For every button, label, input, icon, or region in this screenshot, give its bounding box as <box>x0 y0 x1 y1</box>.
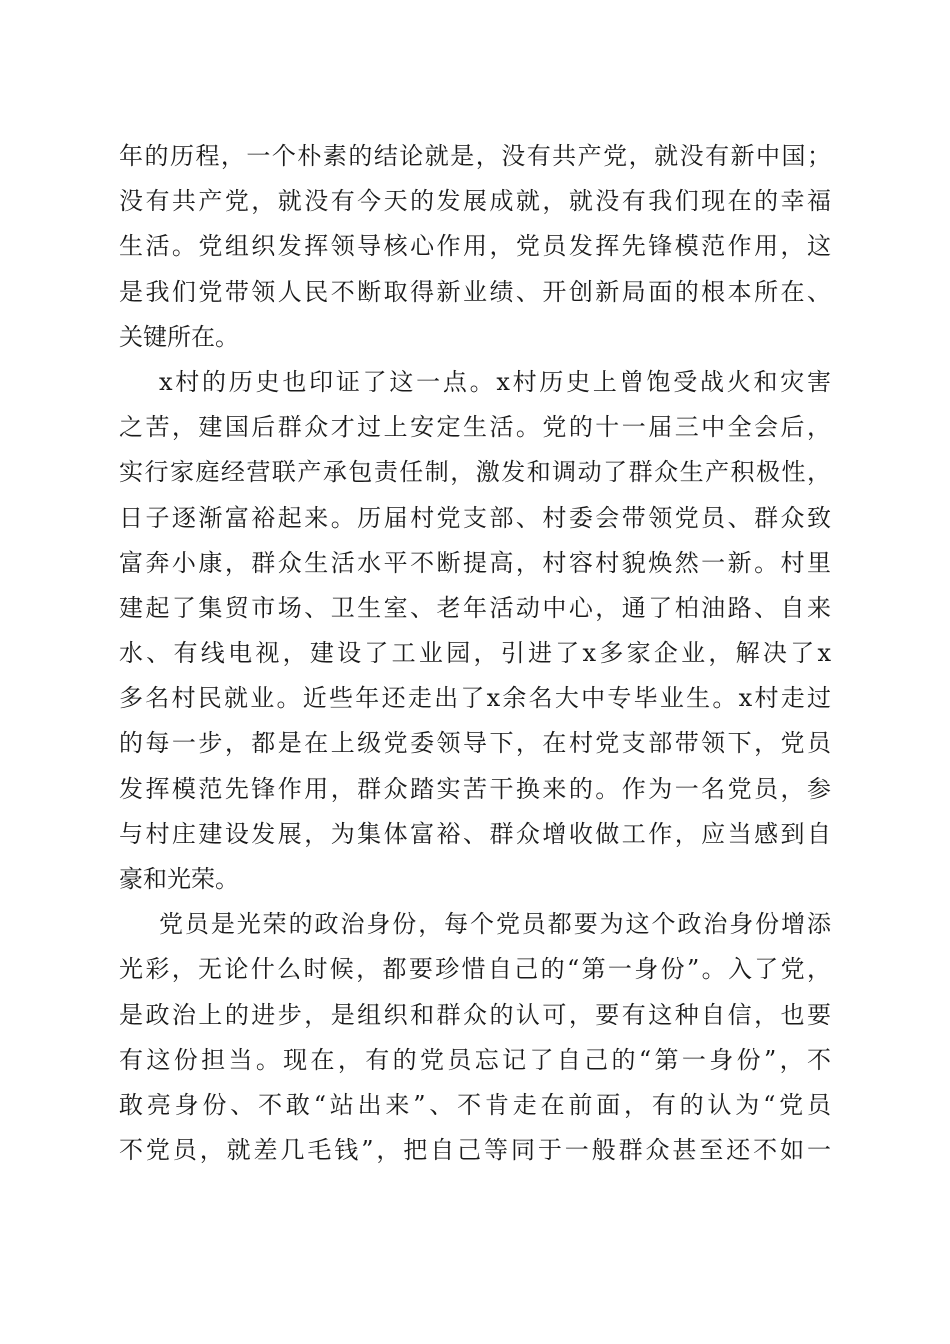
text-line: 豪和光荣。 <box>119 865 239 893</box>
text-line: 富奔小康，群众生活水平不断提高，村容村貌焕然一新。村里 <box>119 548 831 577</box>
text-line: 实行家庭经营联产承包责任制，激发和调动了群众生产积极性， <box>119 458 831 487</box>
text-line: 与村庄建设发展，为集体富裕、群众增收做工作，应当感到自 <box>119 819 831 848</box>
text-line: 之苦，建国后群众才过上安定生活。党的十一届三中全会后， <box>119 413 831 442</box>
text-line: 是我们党带领人民不断取得新业绩、开创新局面的根本所在、 <box>119 277 831 306</box>
text-line: 党员是光荣的政治身份，每个党员都要为这个政治身份增添 <box>159 910 831 939</box>
text-line: 是政治上的进步，是组织和群众的认可，要有这种自信，也要 <box>119 1000 831 1029</box>
text-line: 的每一步，都是在上级党委领导下，在村党支部带领下，党员 <box>119 729 831 758</box>
text-line: 建起了集贸市场、卫生室、老年活动中心，通了柏油路、自来 <box>119 593 831 622</box>
text-line: 不党员，就差几毛钱”，把自己等同于一般群众甚至还不如一 <box>119 1136 831 1165</box>
text-line: 年的历程，一个朴素的结论就是，没有共产党，就没有新中国； <box>119 142 831 170</box>
text-line: 没有共产党，就没有今天的发展成就，就没有我们现在的幸福 <box>119 187 831 216</box>
text-line: 日子逐渐富裕起来。历届村党支部、村委会带领党员、群众致 <box>119 503 831 532</box>
paragraph-3 <box>119 902 831 1173</box>
text-line: 发挥模范先锋作用，群众踏实苦干换来的。作为一名党员，参 <box>119 774 831 803</box>
document-body <box>119 134 831 1173</box>
text-line: 关键所在。 <box>119 322 239 351</box>
text-line: x村的历史也印证了这一点。x村历史上曾饱受战火和灾害 <box>159 367 831 396</box>
text-line: 多名村民就业。近些年还走出了x余名大中专毕业生。x村走过 <box>119 684 831 713</box>
text-line: 有这份担当。现在，有的党员忘记了自己的“第一身份”，不 <box>119 1045 831 1074</box>
paragraph-2 <box>119 360 831 902</box>
paragraph-1 <box>119 134 831 360</box>
text-line: 光彩，无论什么时候，都要珍惜自己的“第一身份”。入了党， <box>119 955 831 984</box>
text-line: 水、有线电视，建设了工业园，引进了x多家企业，解决了x <box>119 639 831 668</box>
text-line: 生活。党组织发挥领导核心作用，党员发挥先锋模范作用，这 <box>119 232 831 261</box>
text-line: 敢亮身份、不敢“站出来”、不肯走在前面，有的认为“党员 <box>119 1090 831 1119</box>
